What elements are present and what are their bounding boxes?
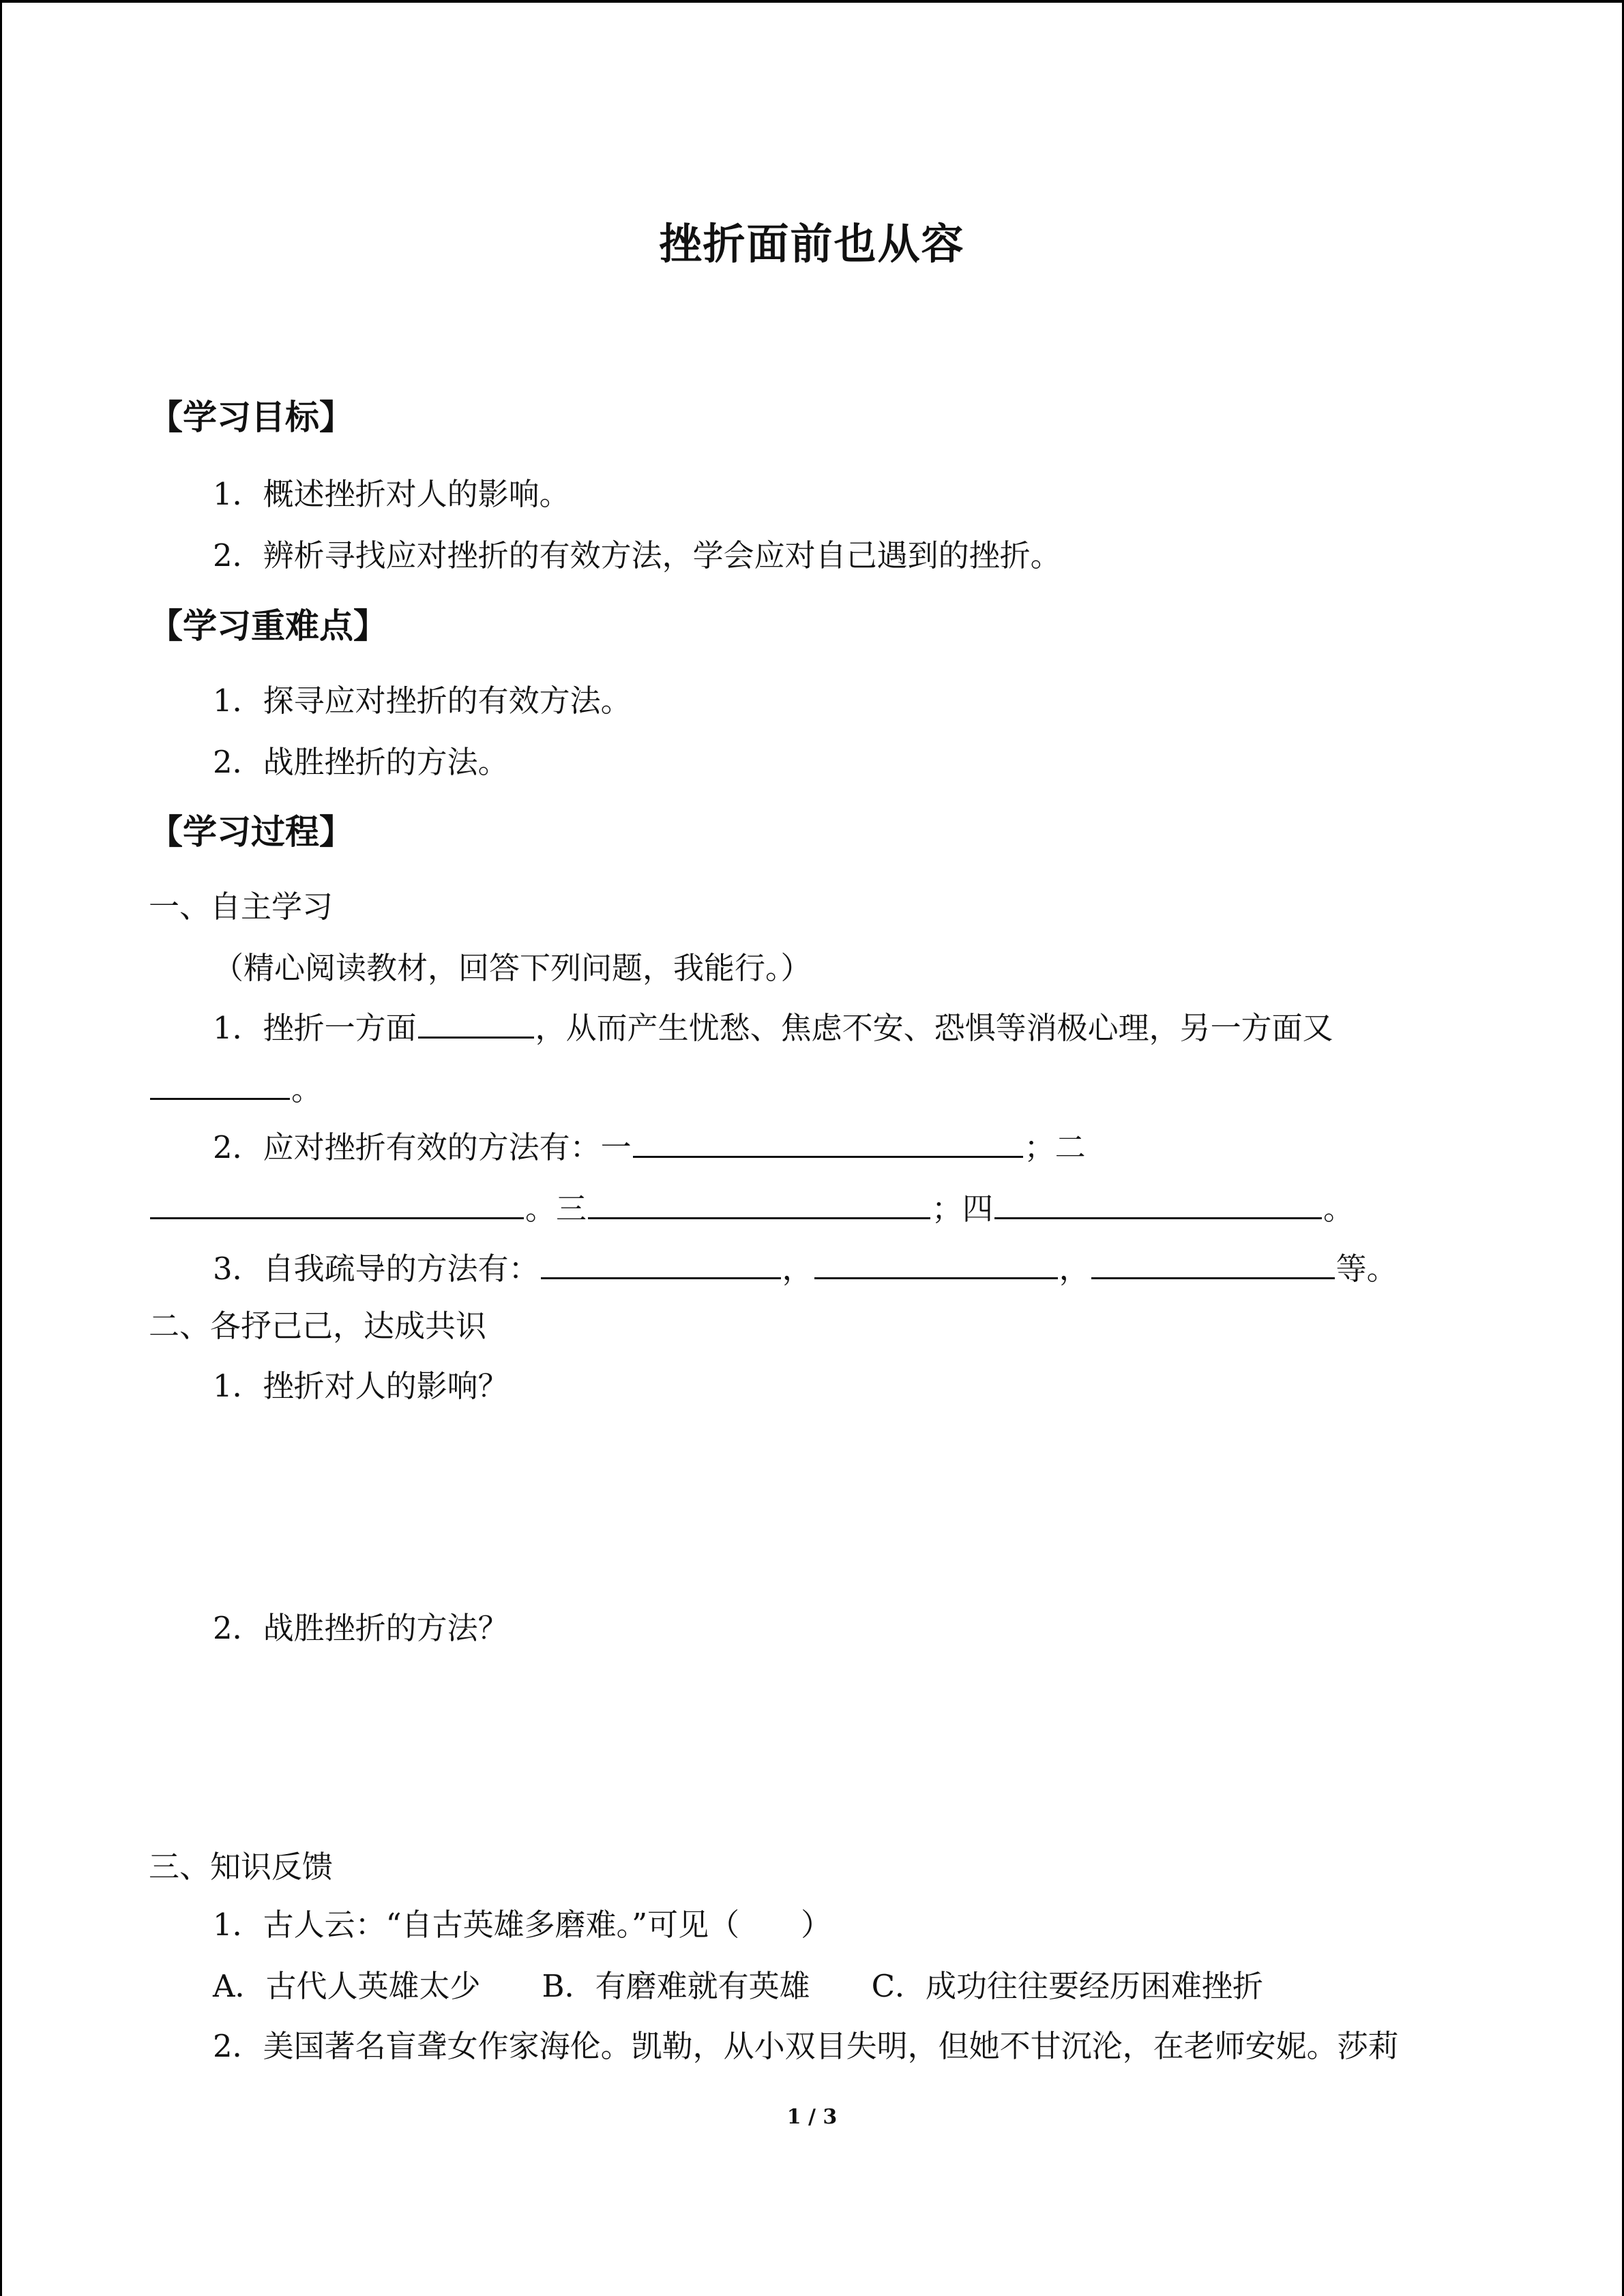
answer-blank[interactable] [150, 1097, 290, 1100]
punctuation: 。 [1323, 1191, 1355, 1227]
part1-note: （精心阅读教材，回答下列问题，我能行。） [213, 950, 812, 986]
question-2-continued [149, 1191, 1355, 1227]
question-text: 2．应对挫折有效的方法有：一 [213, 1129, 632, 1165]
part2-question-1: 1．挫折对人的影响？ [213, 1368, 509, 1404]
part2-question-2: 2．战胜挫折的方法？ [213, 1610, 509, 1646]
answer-blank[interactable] [418, 1036, 534, 1039]
answer-blank[interactable] [588, 1217, 930, 1219]
question-1-continued [149, 1071, 323, 1107]
question-text: 3．自我疏导的方法有： [213, 1251, 540, 1287]
part3-question-1-options: A．古代人英雄太少 B．有磨难就有英雄 C．成功往往要经历困难挫折 [213, 1968, 1263, 2004]
question-text: ；四 [932, 1191, 994, 1227]
punctuation: ， [1059, 1251, 1090, 1287]
page-title: 挫折面前也从容 [659, 219, 965, 269]
question-1 [213, 1010, 1333, 1046]
punctuation: 。 [291, 1071, 323, 1107]
part3-heading: 三、知识反馈 [149, 1849, 334, 1885]
answer-blank[interactable] [814, 1277, 1058, 1279]
part3-question-2: 2．美国著名盲聋女作家海伦。凯勒，从小双目失明，但她不甘沉沦，在老师安妮。莎莉 [213, 2028, 1399, 2064]
goal-item: 2．辨析寻找应对挫折的有效方法，学会应对自己遇到的挫折。 [213, 537, 1061, 573]
question-text: 。三 [525, 1191, 587, 1227]
left-border [0, 0, 2, 2296]
key-point-item: 1．探寻应对挫折的有效方法。 [213, 683, 632, 719]
section-process: 【学习过程】 [149, 812, 353, 852]
question-3 [213, 1251, 1398, 1287]
question-text: 1．挫折一方面 [213, 1010, 417, 1046]
page-number: 1 / 3 [786, 2105, 838, 2129]
question-text: ，从而产生忧愁、焦虑不安、恐惧等消极心理，另一方面又 [535, 1010, 1333, 1046]
part1-heading: 一、自主学习 [149, 889, 334, 925]
goal-item: 1．概述挫折对人的影响。 [213, 476, 570, 512]
top-border [0, 0, 1624, 3]
question-2 [213, 1129, 1086, 1165]
question-text: ；二 [1024, 1129, 1086, 1165]
answer-blank[interactable] [541, 1277, 781, 1279]
answer-blank[interactable] [633, 1155, 1023, 1158]
punctuation: ， [782, 1251, 813, 1287]
answer-blank[interactable] [150, 1217, 524, 1219]
answer-blank[interactable] [994, 1217, 1322, 1219]
part2-heading: 二、各抒己己，达成共识 [149, 1308, 487, 1344]
section-key-points: 【学习重难点】 [149, 606, 387, 646]
key-point-item: 2．战胜挫折的方法。 [213, 744, 509, 780]
question-text: 等。 [1335, 1251, 1398, 1287]
part3-question-1: 1．古人云：“自古英雄多磨难。”可见（ ） [213, 1907, 832, 1943]
section-goals: 【学习目标】 [149, 398, 353, 437]
answer-blank[interactable] [1091, 1277, 1335, 1279]
